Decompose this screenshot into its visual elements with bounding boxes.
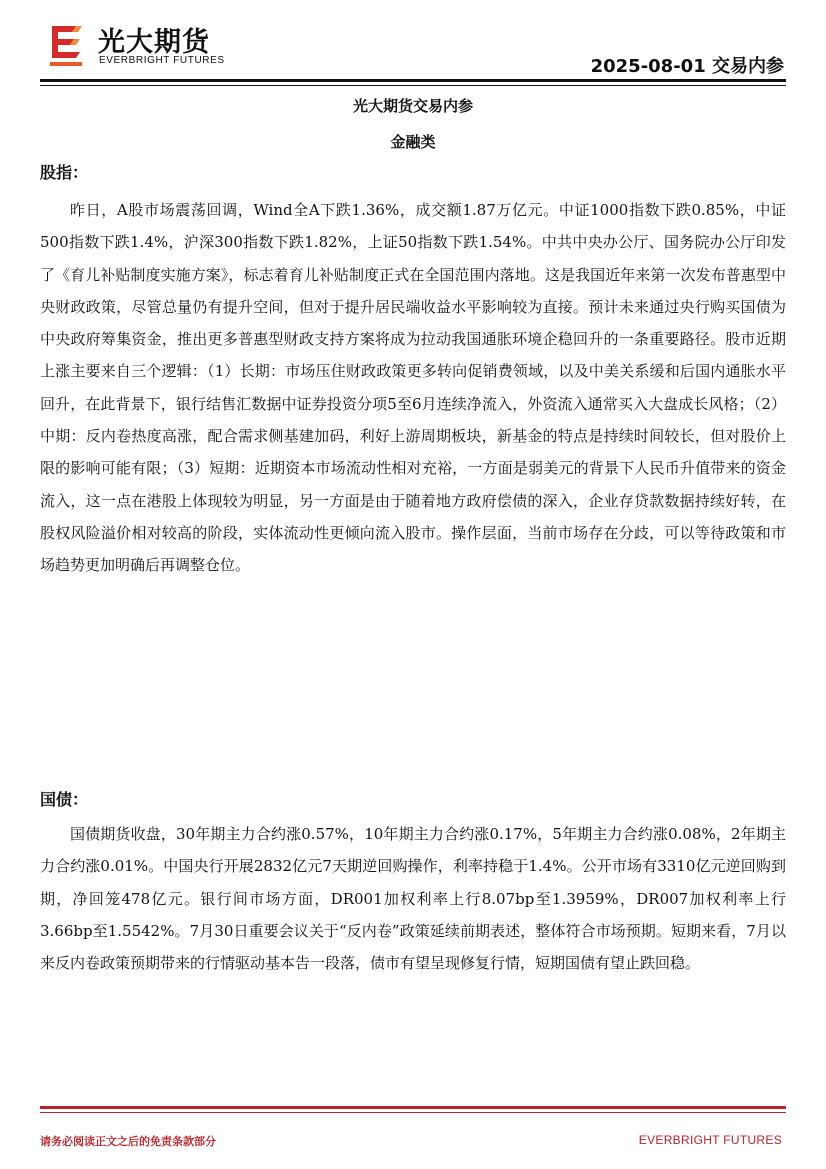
section-heading-stock-index: 股指：	[40, 163, 89, 182]
header-divider-thin	[40, 85, 786, 86]
brand-name-english: EVERBRIGHT FUTURES	[99, 55, 225, 66]
footer-disclaimer: 请务必阅读正文之后的免责条款部分	[40, 1135, 216, 1148]
footer-divider-thin	[40, 1112, 786, 1113]
document-title: 光大期货交易内参	[352, 97, 473, 115]
section-body-treasury: 国债期货收盘，30年期主力合约涨0.57%，10年期主力合约涨0.17%，5年期主力合约涨0.08%，2年期主力合约涨0.01%。中国央行开展2832亿元7天期逆回购操作，利率持稳于1.4%。公开市场有3310亿元逆回购到期，净回笼478亿元。银行间市场方面，DR001加权利率上行8.07bp至1.3959%，DR007加权利率上行3.66bp至1.5542%。7月30日重要会议关于“反内卷”政策延续前期表述，整体符合市场预期。短期来看，7月以来反内卷政策预期带来的行情驱动基本告一段落，债市有望呈现修复行情，短期国债有望止跌回稳。	[40, 825, 786, 973]
section-body-stock-index: 昨日，A股市场震荡回调，Wind全A下跌1.36%，成交额1.87万亿元。中证1000指数下跌0.85%，中证500指数下跌1.4%，沪深300指数下跌1.82%，上证50指数下跌1.54%。中共中央办公厅、国务院办公厅印发了《育儿补贴制度实施方案》，标志着育儿补贴制度正式在全国范围内落地。这是我国近年来第一次发布普惠型中央财政政策，尽管总量仍有提升空间，但对于提升居民端收益水平影响较为直接。预计未来通过央行购买国债为中央政府筹集资金，推出更多普惠型财政支持方案将成为拉动我国通胀环境企稳回升的一条重要路径。股市近期上涨主要来自三个逻辑：（1）长期：市场压住财政政策更多转向促销费领域，以及中美关系缓和后国内通胀水平回升，在此背景下，银行结售汇数据中证券投资分项5至6月连续净流入，外资流入通常买入大盘成长风格；（2）中期：反内卷热度高涨，配合需求侧基建加码，利好上游周期板块，新基金的特点是持续时间较长，但对股价上限的影响可能有限；（3）短期：近期资本市场流动性相对充裕，一方面是弱美元的背景下人民币升值带来的资金流入，这一点在港股上体现较为明显，另一方面是由于随着地方政府偿债的深入，企业存贷款数据持续好转，在股权风险溢价相对较高的阶段，实体流动性更倾向流入股市。操作层面，当前市场存在分歧，可以等待政策和市场趋势更加明确后再调整仓位。	[40, 201, 786, 575]
footer-divider	[40, 1106, 786, 1109]
report-date-title: 2025-08-01 交易内参	[590, 56, 784, 77]
footer-brand: EVERBRIGHT FUTURES	[638, 1133, 782, 1147]
everbright-logo-icon	[46, 22, 86, 68]
document-subtitle: 金融类	[390, 133, 436, 151]
header-divider	[40, 79, 786, 82]
section-heading-treasury: 国债：	[40, 790, 89, 809]
brand-name-chinese: 光大期货	[98, 27, 210, 58]
